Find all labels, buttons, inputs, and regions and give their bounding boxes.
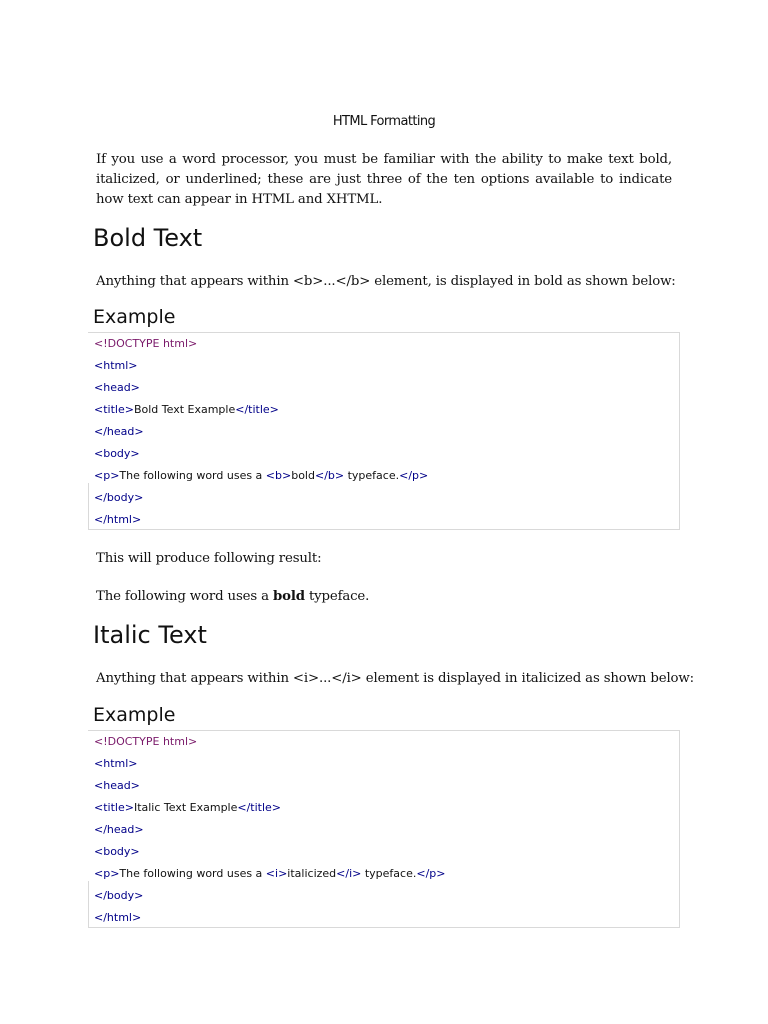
code-tag: </body> xyxy=(94,889,144,902)
code-line xyxy=(88,399,680,421)
result-text: typeface. xyxy=(304,589,370,604)
code-tag: <p> xyxy=(94,867,120,880)
code-tag: </title> xyxy=(237,801,282,814)
code-line xyxy=(88,907,680,929)
italic-example-heading: Example xyxy=(93,704,176,726)
code-line xyxy=(88,333,680,355)
code-tag: </p> xyxy=(416,867,446,880)
code-tag: <p> xyxy=(94,469,120,482)
bold-text-heading: Bold Text xyxy=(93,224,203,252)
code-tag: </head> xyxy=(94,823,144,836)
code-tag: </html> xyxy=(94,911,142,924)
code-text: The following word uses a xyxy=(119,867,266,880)
code-tag: <i> xyxy=(265,867,288,880)
page-title: HTML Formatting xyxy=(332,114,436,129)
code-line xyxy=(88,775,680,797)
code-line xyxy=(88,443,680,465)
code-doctype: <!DOCTYPE html> xyxy=(94,337,198,350)
code-tag: </p> xyxy=(399,469,429,482)
code-text: typeface. xyxy=(344,469,400,482)
code-tag: </body> xyxy=(94,491,144,504)
italic-code-box xyxy=(88,730,680,928)
code-tag: </title> xyxy=(235,403,279,416)
code-line xyxy=(88,841,680,863)
code-line xyxy=(88,863,680,885)
bold-result-text xyxy=(96,589,369,604)
code-tag: <head> xyxy=(94,779,140,792)
result-text: The following word uses a xyxy=(96,589,273,604)
code-text: The following word uses a xyxy=(119,469,266,482)
code-line xyxy=(88,885,680,907)
code-tag: <b> xyxy=(265,469,292,482)
code-doctype: <!DOCTYPE html> xyxy=(94,735,198,748)
code-tag: </head> xyxy=(94,425,144,438)
code-line xyxy=(88,731,680,753)
code-line xyxy=(88,509,680,531)
code-line xyxy=(88,377,680,399)
code-line xyxy=(88,465,680,487)
code-tag: <body> xyxy=(94,447,140,460)
code-text: italicized xyxy=(287,867,337,880)
bold-result-label: This will produce following result: xyxy=(96,551,322,566)
code-tag: </i> xyxy=(336,867,362,880)
code-line xyxy=(88,487,680,509)
code-tag: <body> xyxy=(94,845,140,858)
code-text: bold xyxy=(291,469,315,482)
code-text: typeface. xyxy=(361,867,417,880)
italic-text-heading: Italic Text xyxy=(93,621,207,649)
code-tag: </b> xyxy=(314,469,345,482)
code-tag: <title> xyxy=(94,801,134,814)
bold-example-heading: Example xyxy=(93,306,176,328)
code-text: Italic Text Example xyxy=(133,801,238,814)
code-line xyxy=(88,797,680,819)
code-line xyxy=(88,819,680,841)
code-tag: <title> xyxy=(94,403,134,416)
code-text: Bold Text Example xyxy=(133,403,236,416)
code-tag: <html> xyxy=(94,359,138,372)
code-line xyxy=(88,421,680,443)
result-bold-word: bold xyxy=(272,589,305,604)
code-line xyxy=(88,355,680,377)
code-tag: </html> xyxy=(94,513,142,526)
code-tag: <html> xyxy=(94,757,138,770)
code-tag: <head> xyxy=(94,381,140,394)
code-line xyxy=(88,753,680,775)
italic-description: Anything that appears within <i>...</i> element is displayed in italicized as shown below: xyxy=(96,671,694,686)
intro-paragraph: If you use a word processor, you must be familiar with the ability to make text bold, italicized, or underlined; these are just three of the ten options available to indicate how text can appear in HTML and XHTML. xyxy=(96,152,672,207)
bold-code-box xyxy=(88,332,680,530)
bold-description: Anything that appears within <b>...</b> element, is displayed in bold as shown below: xyxy=(96,274,676,289)
